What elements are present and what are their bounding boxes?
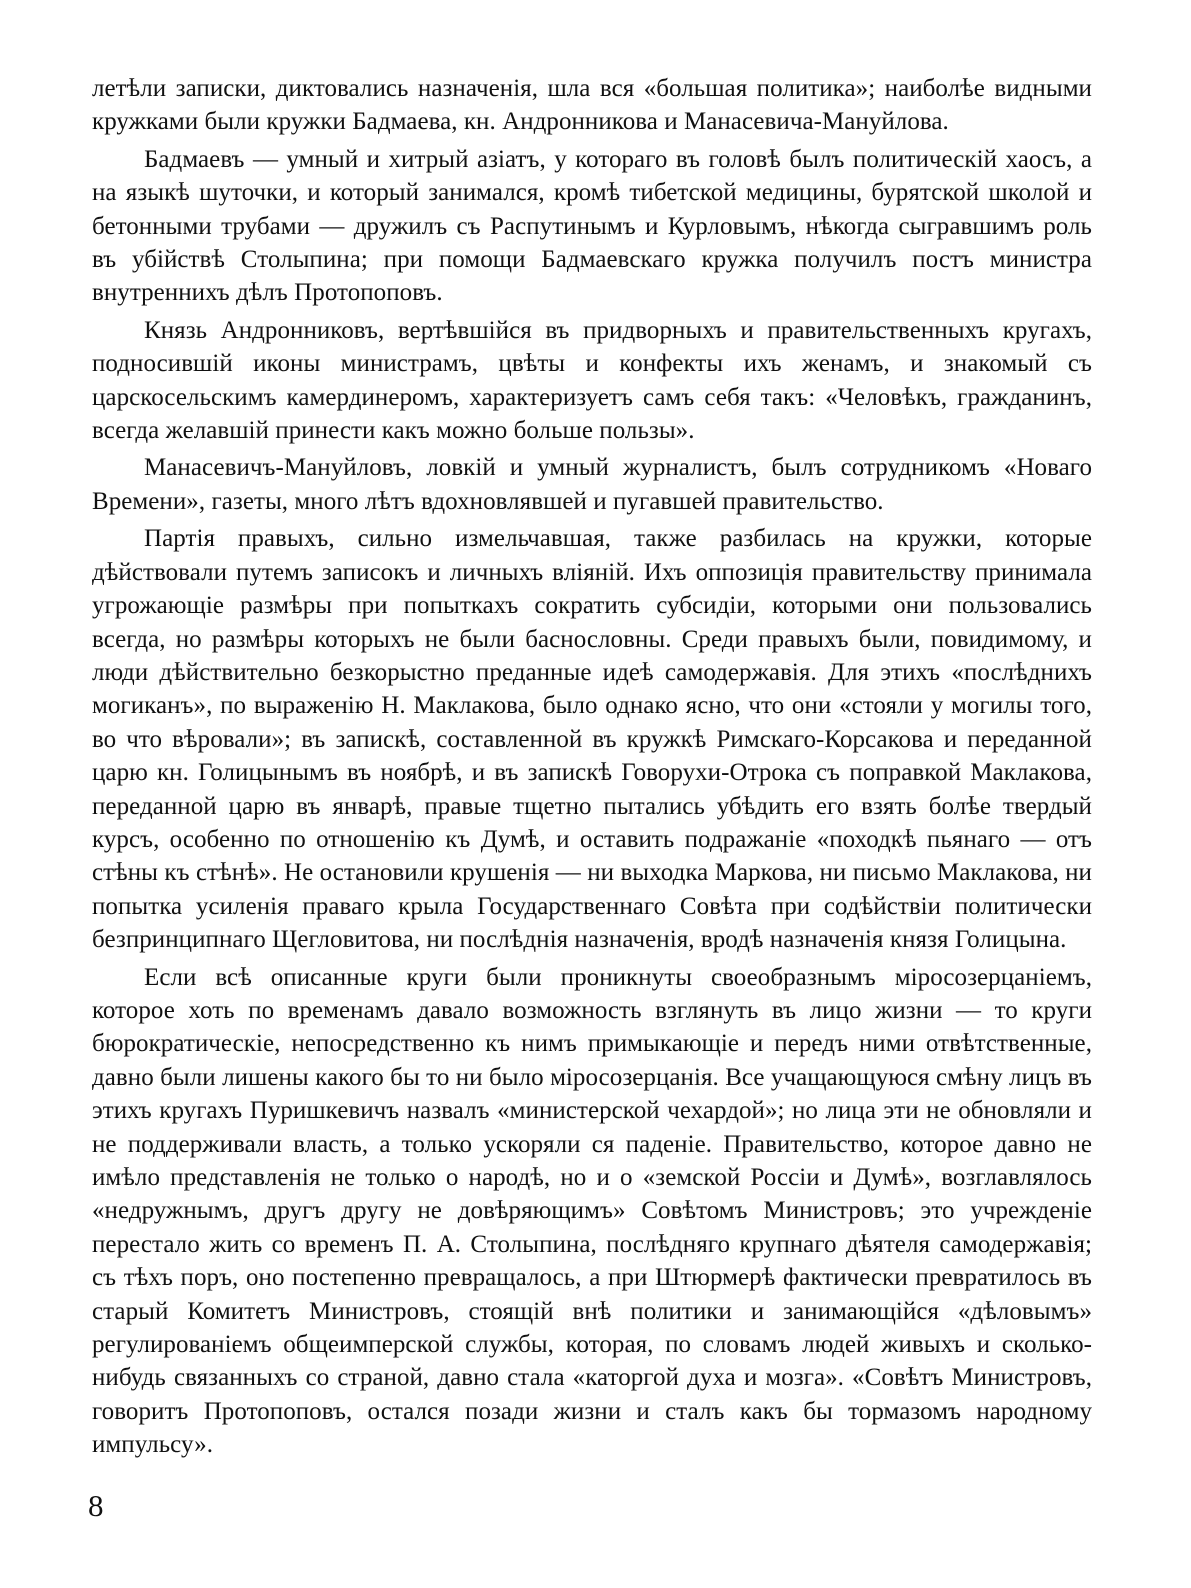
paragraph-badmaev: Бадмаевъ — умный и хитрый азіатъ, у котораго въ головѣ былъ политическій хаосъ, а на языкѣ шуточки, и который занимался, кромѣ тибетской медицины, бурятской школой и бетонными трубами — дружилъ съ Распутинымъ и Курловымъ, нѣкогда сыгравшимъ роль въ убійствѣ Столыпина; при помощи Бадмаевскаго кружка получилъ постъ министра внутреннихъ дѣлъ Протопоповъ.: [92, 145, 1092, 307]
page-body: [92, 72, 1092, 1466]
paragraph-right-party: Партія правыхъ, сильно измельчавшая, также разбилась на кружки, которые дѣйствовали путемъ записокъ и личныхъ вліяній. Ихъ оппозиція правительству принимала угрожающіе размѣры при попыткахъ сократить субсидіи, которыми они пользовались всегда, но размѣры которыхъ не были баснословны. Среди правыхъ были, повидимому, и люди дѣйствительно безкорыстно преданные идеѣ самодержавія. Для этихъ «послѣднихъ могиканъ», по выраженію Н. Маклакова, было однако ясно, что они «стояли у могилы того, во что вѣровали»; въ запискѣ, составленной въ кружкѣ Римскаго-Корсакова и переданной царю кн. Голицынымъ въ ноябрѣ, и въ запискѣ Говорухи-Отрока съ поправкой Маклакова, переданной царю въ январѣ, правые тщетно пытались убѣдить его взять болѣе твердый курсъ, особенно по отношенію къ Думѣ, и оставить подражаніе «походкѣ пьянаго — отъ стѣны къ стѣнѣ». Не остановили крушенія — ни выходка Маркова, ни письмо Маклакова, ни попытка усиленія праваго крыла Государственнаго Совѣта при содѣйствіи политически безпринципнаго Щегловитова, ни послѣднія назначенія, вродѣ назначенія князя Голицына.: [92, 525, 1092, 954]
paragraph-continuation: летѣли записки, диктовались назначенія, шла вся «большая политика»; наиболѣе видными кружками были кружки Бадмаева, кн. Андронникова и Манасевича-Мануйлова.: [92, 75, 1092, 136]
page-number: 8: [88, 1488, 104, 1523]
paragraph-andronnikov: Князь Андронниковъ, вертѣвшійся въ придворныхъ и правительственныхъ кругахъ, подносившій иконы министрамъ, цвѣты и конфекты ихъ женамъ, и знакомый съ царскосельскимъ камердинеромъ, характеризуетъ самъ себя такъ: «Человѣкъ, гражданинъ, всегда желавшій принести какъ можно больше пользы».: [92, 316, 1092, 445]
paragraph-bureaucracy: Если всѣ описанные круги были проникнуты своеобразнымъ міросозерцаніемъ, которое хоть по временамъ давало возможность взглянуть въ лицо жизни — то круги бюрократическіе, непосредственно къ нимъ примыкающіе и передъ ними отвѣтственные, давно были лишены какого бы то ни было міросозерцанія. Все учащающуюся смѣну лицъ въ этихъ кругахъ Пуришкевичъ назвалъ «министерской чехардой»; но лица эти не обновляли и не поддерживали власть, а только ускоряли ся паденіе. Правительство, которое давно не имѣло представленія не только о народѣ, но и о «земской Россіи и Думѣ», возглавлялось «недружнымъ, другъ другу не довѣряющимъ» Совѣтомъ Министровъ; это учрежденіе перестало жить со временъ П. А. Столыпина, послѣдняго крупнаго дѣятеля самодержавія; съ тѣхъ поръ, оно постепенно превращалось, а при Штюрмерѣ фактически превратилось въ старый Комитетъ Министровъ, стоящій внѣ политики и занимающійся «дѣловымъ» регулированіемъ общеимперской службы, которая, по словамъ людей живыхъ и сколько-нибудь связанныхъ со страной, давно стала «каторгой духа и мозга». «Совѣтъ Министровъ, говоритъ Протопоповъ, остался позади жизни и сталъ какъ бы тормазомъ народному импульсу».: [92, 963, 1092, 1459]
paragraph-manasevich: Манасевичъ-Мануйловъ, ловкій и умный журналистъ, былъ сотрудникомъ «Новаго Времени», газеты, много лѣтъ вдохновлявшей и пугавшей правительство.: [92, 454, 1092, 515]
